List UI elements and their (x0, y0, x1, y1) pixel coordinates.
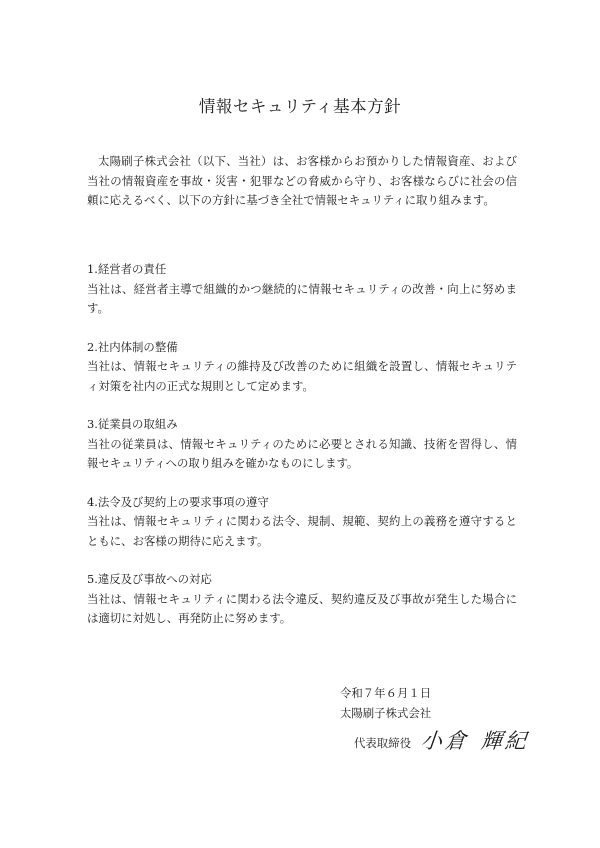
closing-block (340, 684, 431, 723)
policy-section-1 (87, 260, 517, 319)
section-body: 当社は、情報セキュリティの維持及び改善のために組織を設置し、情報セキュリティ対策を社内の正式な規則として定めます。 (87, 359, 517, 393)
section-body: 当社は、経営者主導で組織的かつ継続的に情報セキュリティの改善・向上に努めます。 (87, 281, 517, 315)
section-body: 当社の従業員は、情報セキュリティのために必要とされる知識、技術を習得し、情報セキュリティへの取り組みを確かなものにします。 (87, 436, 517, 470)
document-title: 情報セキュリティ基本方針 (198, 97, 402, 116)
section-heading: 2.社内体制の整備 (87, 339, 178, 354)
section-heading: 3.従業員の取組み (87, 417, 178, 431)
issue-date: 令和７年６月１日 (340, 686, 432, 700)
policy-sections (87, 260, 517, 648)
section-heading: 4.法令及び契約上の要求事項の遵守 (87, 494, 269, 509)
company-name: 太陽刷子株式会社 (340, 705, 432, 720)
signature-family-name: 小倉 (419, 729, 471, 753)
representative-title: 代表取締役 (354, 735, 411, 750)
policy-section-2 (87, 338, 517, 397)
section-body: 当社は、情報セキュリティに関わる法令、規制、規範、契約上の義務を遵守するとともに、お客様の期待に応えます。 (87, 514, 517, 548)
intro-paragraph: 太陽刷子株式会社（以下、当社）は、お客様からお預かりした情報資産、および当社の情報資産を事故・災害・犯罪などの脅威から守り、お客様ならびに社会の信頼に応えるべく、以下の方針に基づき全社で情報セキュリティに取り組みます。 (87, 154, 517, 207)
policy-section-5 (87, 570, 517, 629)
section-heading: 1.経営者の責任 (87, 262, 167, 276)
section-body: 当社は、情報セキュリティに関わる法令違反、契約違反及び事故が発生した場合には適切に対処し、再発防止に努めます。 (87, 591, 517, 625)
policy-section-3 (87, 415, 517, 474)
policy-section-4 (87, 493, 517, 552)
representative (354, 728, 529, 754)
handwritten-signature (420, 728, 531, 754)
signature-given-name: 輝紀 (479, 729, 531, 753)
section-heading: 5.違反及び事故への対応 (87, 572, 212, 586)
